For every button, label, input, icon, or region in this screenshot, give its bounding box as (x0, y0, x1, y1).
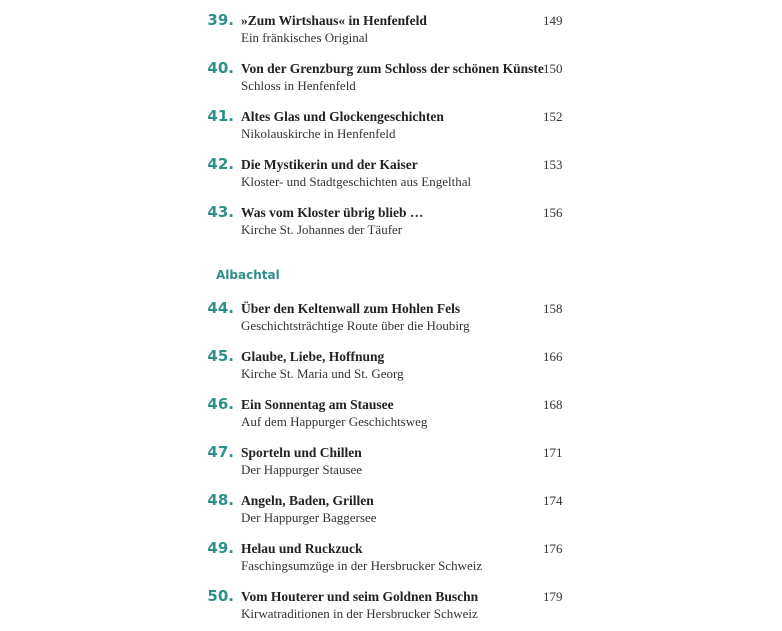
entry-page-number: 156 (543, 205, 563, 220)
toc-entry (0, 107, 782, 151)
entry-page-number: 168 (543, 397, 563, 412)
entry-number: 48. (207, 491, 234, 509)
entry-subtitle: Kirche St. Johannes der Täufer (241, 222, 403, 237)
entry-subtitle: Schloss in Henfenfeld (241, 78, 356, 93)
entry-title: Glaube, Liebe, Hoffnung (241, 349, 385, 364)
entry-page-number: 152 (543, 109, 563, 124)
entry-number: 49. (207, 539, 234, 557)
entry-title: »Zum Wirtshaus« in Henfenfeld (241, 13, 427, 28)
toc-entry (0, 299, 782, 343)
toc-entry (0, 11, 782, 55)
entry-page-number: 174 (543, 493, 563, 508)
entry-page-number: 149 (543, 13, 563, 28)
toc-entry (0, 491, 782, 535)
entry-number: 39. (207, 11, 234, 29)
entry-page-number: 158 (543, 301, 563, 316)
entry-title: Was vom Kloster übrig blieb … (241, 205, 424, 220)
entry-subtitle: Faschingsumzüge in der Hersbrucker Schweiz (241, 558, 483, 573)
entry-subtitle: Auf dem Happurger Geschichtsweg (241, 414, 428, 429)
entry-number: 50. (207, 587, 234, 605)
section-heading: Albachtal (216, 268, 280, 282)
entry-number: 47. (207, 443, 234, 461)
entry-page-number: 179 (543, 589, 563, 604)
entry-title: Altes Glas und Glockengeschichten (241, 109, 444, 124)
entry-number: 40. (207, 59, 234, 77)
entry-page-number: 153 (543, 157, 563, 172)
entry-subtitle: Nikolauskirche in Henfenfeld (241, 126, 396, 141)
entry-title: Vom Houterer und seim Goldnen Buschn (241, 589, 479, 604)
entry-title: Von der Grenzburg zum Schloss der schönen Künste (241, 61, 544, 76)
toc-entry (0, 539, 782, 583)
entry-subtitle: Der Happurger Stausee (241, 462, 363, 477)
toc-entry (0, 587, 782, 631)
entry-subtitle: Geschichtsträchtige Route über die Houbirg (241, 318, 470, 333)
entry-subtitle: Der Happurger Baggersee (241, 510, 377, 525)
entry-number: 43. (207, 203, 234, 221)
entry-title: Über den Keltenwall zum Hohlen Fels (241, 301, 461, 316)
toc-entry (0, 443, 782, 487)
entry-title: Sporteln und Chillen (241, 445, 362, 460)
entry-number: 45. (207, 347, 234, 365)
entry-subtitle: Kirche St. Maria und St. Georg (241, 366, 404, 381)
entry-title: Ein Sonnentag am Stausee (241, 397, 394, 412)
toc-entry (0, 395, 782, 439)
toc-entry (0, 59, 782, 103)
entry-number: 46. (207, 395, 234, 413)
entry-page-number: 176 (543, 541, 563, 556)
entry-page-number: 166 (543, 349, 563, 364)
entry-number: 42. (207, 155, 234, 173)
toc-entry (0, 203, 782, 247)
toc-entry (0, 155, 782, 199)
entry-page-number: 150 (543, 61, 563, 76)
entry-title: Die Mystikerin und der Kaiser (241, 157, 418, 172)
entry-page-number: 171 (543, 445, 563, 460)
entry-number: 41. (207, 107, 234, 125)
toc-entry (0, 347, 782, 391)
entry-subtitle: Ein fränkisches Original (241, 30, 369, 45)
entry-title: Helau und Ruckzuck (241, 541, 363, 556)
entry-title: Angeln, Baden, Grillen (241, 493, 374, 508)
entry-subtitle: Kloster- und Stadtgeschichten aus Engelthal (241, 174, 472, 189)
entry-subtitle: Kirwatraditionen in der Hersbrucker Schweiz (241, 606, 478, 621)
entry-number: 44. (207, 299, 234, 317)
